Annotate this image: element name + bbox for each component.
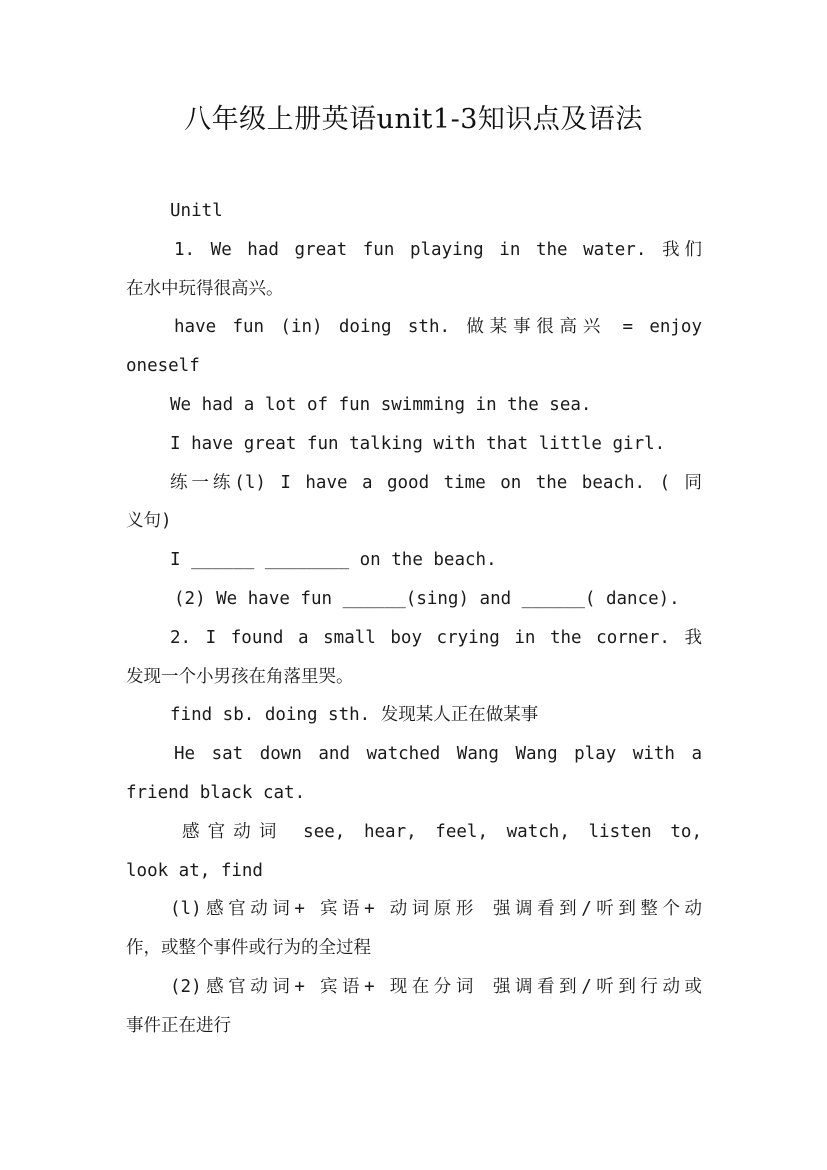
grammar-rule-line: (2)感官动词+ 宾语+ 现在分词 强调看到/听到行动或 — [170, 976, 702, 997]
paragraph-line: find sb. doing sth. 发现某人正在做某事 — [170, 705, 539, 726]
exercise-blank-line: (2) We have fun ______(sing) and ______( dance). — [174, 588, 680, 609]
grammar-rule-line: 作，或整个事件或行为的全过程 — [126, 938, 371, 959]
exercise-blank-line: I ______ ________ on the beach. — [170, 550, 497, 571]
paragraph-line: 感官动词 see, hear, feel, watch, listen to, — [182, 821, 702, 842]
exercise-line: 练一练(l) I have a good time on the beach. ( 同 — [170, 472, 702, 493]
paragraph-line: 2. I found a small boy crying in the corner. 我 — [170, 627, 702, 648]
example-sentence: He sat down and watched Wang Wang play with a — [174, 744, 702, 765]
grammar-rule-line: (l)感官动词+ 宾语+ 动词原形 强调看到/听到整个动 — [170, 899, 702, 920]
exercise-line: 义句) — [126, 511, 172, 532]
paragraph-line: have fun (in) doing sth. 做某事很高兴 = enjoy — [174, 317, 702, 338]
paragraph-line: look at, find — [126, 860, 263, 881]
paragraph-line: 发现一个小男孩在角落里哭。 — [126, 666, 354, 687]
paragraph-line: 1. We had great fun playing in the water. 我们 — [174, 239, 702, 260]
paragraph-line: 在水中玩得很高兴。 — [126, 278, 284, 299]
grammar-rule-line: 事件正在进行 — [126, 1015, 231, 1036]
document-body — [126, 192, 702, 1046]
example-sentence: friend black cat. — [126, 782, 306, 803]
document-title: 八年级上册英语unit1-3知识点及语法 — [184, 104, 643, 135]
section-heading: Unitl — [170, 201, 223, 221]
paragraph-line: oneself — [126, 356, 200, 377]
example-sentence: I have great fun talking with that little girl. — [170, 433, 666, 454]
example-sentence: We had a lot of fun swimming in the sea. — [170, 394, 592, 415]
